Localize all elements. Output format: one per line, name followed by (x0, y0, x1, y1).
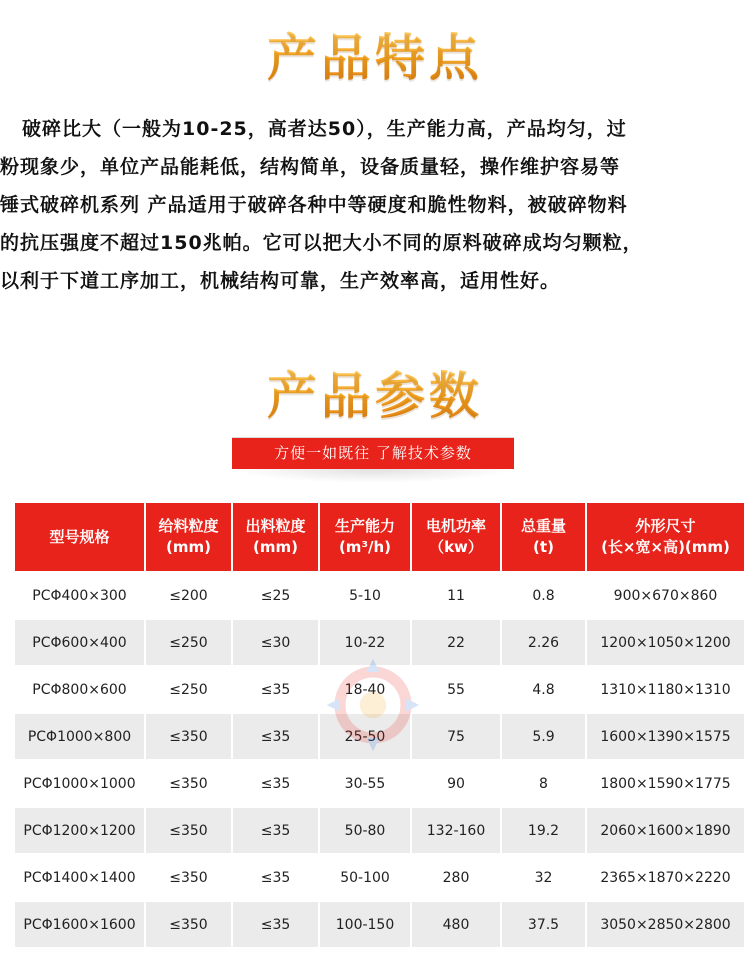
cell-weight: 4.8 (501, 666, 586, 713)
cell-output-size: ≤30 (232, 619, 319, 666)
cell-motor-power: 55 (411, 666, 501, 713)
cell-motor-power: 22 (411, 619, 501, 666)
cell-model: PCΦ400×300 (15, 572, 145, 619)
cell-motor-power: 75 (411, 713, 501, 760)
cell-capacity: 5-10 (319, 572, 411, 619)
table-row (15, 572, 744, 619)
cell-output-size: ≤35 (232, 713, 319, 760)
cell-dimensions: 1800×1590×1775 (586, 760, 744, 807)
cell-weight: 8 (501, 760, 586, 807)
cell-capacity: 50-100 (319, 854, 411, 901)
cell-weight: 0.8 (501, 572, 586, 619)
banner-shadow (232, 469, 514, 483)
cell-output-size: ≤35 (232, 666, 319, 713)
cell-weight: 37.5 (501, 901, 586, 947)
cell-dimensions: 2060×1600×1890 (586, 807, 744, 854)
header-text: 出料粒度 (245, 517, 306, 535)
cell-capacity: 30-55 (319, 760, 411, 807)
cell-dimensions: 2365×1870×2220 (586, 854, 744, 901)
cell-dimensions: 1600×1390×1575 (586, 713, 744, 760)
features-line: 破碎比大（一般为10-25，高者达50），生产能力高，产品均匀，过 (22, 118, 627, 140)
cell-capacity: 25-50 (319, 713, 411, 760)
cell-capacity: 100-150 (319, 901, 411, 947)
cell-feed-size: ≤350 (145, 713, 232, 760)
header-motor-power (411, 503, 501, 572)
header-unit: (t) (533, 538, 554, 556)
cell-weight: 32 (501, 854, 586, 901)
cell-dimensions: 1310×1180×1310 (586, 666, 744, 713)
header-unit: (m³/h) (338, 538, 392, 556)
features-line: 粉现象少，单位产品能耗低，结构简单，设备质量轻，操作维护容易等 (0, 156, 621, 178)
cell-motor-power: 480 (411, 901, 501, 947)
cell-model: PCΦ1600×1600 (15, 901, 145, 947)
table-row (15, 854, 744, 901)
header-unit: (长×宽×高)(mm) (601, 538, 730, 556)
header-model (15, 503, 145, 572)
cell-motor-power: 11 (411, 572, 501, 619)
header-unit: (mm) (166, 538, 211, 556)
cell-weight: 19.2 (501, 807, 586, 854)
cell-motor-power: 132-160 (411, 807, 501, 854)
cell-motor-power: 280 (411, 854, 501, 901)
params-banner: 方便一如既往 了解技术参数 (232, 438, 514, 469)
cell-dimensions: 900×670×860 (586, 572, 744, 619)
cell-weight: 2.26 (501, 619, 586, 666)
cell-dimensions: 3050×2850×2800 (586, 901, 744, 947)
header-text: 总重量 (520, 517, 566, 535)
cell-weight: 5.9 (501, 713, 586, 760)
cell-capacity: 10-22 (319, 619, 411, 666)
header-dimensions (586, 503, 744, 572)
cell-model: PCΦ800×600 (15, 666, 145, 713)
features-description (0, 110, 750, 300)
header-text: 生产能力 (334, 517, 395, 535)
cell-model: PCΦ600×400 (15, 619, 145, 666)
header-text: 外形尺寸 (635, 517, 696, 535)
cell-model: PCΦ1200×1200 (15, 807, 145, 854)
gear-watermark-icon (318, 650, 428, 760)
features-line: 以利于下道工序加工，机械结构可靠，生产效率高，适用性好。 (0, 270, 561, 292)
cell-feed-size: ≤350 (145, 807, 232, 854)
cell-dimensions: 1200×1050×1200 (586, 619, 744, 666)
cell-feed-size: ≤350 (145, 760, 232, 807)
header-unit: (mm) (253, 538, 298, 556)
table-row (15, 901, 744, 947)
header-feed-size (145, 503, 232, 572)
table-row (15, 760, 744, 807)
header-capacity (319, 503, 411, 572)
header-output-size (232, 503, 319, 572)
cell-feed-size: ≤200 (145, 572, 232, 619)
header-text: 电机功率 (425, 517, 486, 535)
cell-capacity: 18-40 (319, 666, 411, 713)
cell-feed-size: ≤350 (145, 854, 232, 901)
cell-output-size: ≤25 (232, 572, 319, 619)
table-row (15, 807, 744, 854)
cell-output-size: ≤35 (232, 854, 319, 901)
cell-output-size: ≤35 (232, 807, 319, 854)
cell-output-size: ≤35 (232, 760, 319, 807)
features-line: 的抗压强度不超过150兆帕。它可以把大小不同的原料破碎成均匀颗粒， (0, 232, 643, 254)
cell-model: PCΦ1400×1400 (15, 854, 145, 901)
header-unit: （kw） (429, 538, 483, 556)
cell-motor-power: 90 (411, 760, 501, 807)
header-text: 型号规格 (49, 527, 110, 546)
cell-capacity: 50-80 (319, 807, 411, 854)
cell-feed-size: ≤250 (145, 666, 232, 713)
table-header-row (15, 503, 744, 572)
header-text: 给料粒度 (158, 517, 219, 535)
header-weight (501, 503, 586, 572)
cell-model: PCΦ1000×1000 (15, 760, 145, 807)
features-title: 产品特点 (0, 18, 750, 90)
cell-feed-size: ≤350 (145, 901, 232, 947)
params-title: 产品参数 (0, 356, 750, 428)
features-line: 锤式破碎机系列 产品适用于破碎各种中等硬度和脆性物料，被破碎物料 (0, 194, 628, 216)
cell-output-size: ≤35 (232, 901, 319, 947)
cell-feed-size: ≤250 (145, 619, 232, 666)
cell-model: PCΦ1000×800 (15, 713, 145, 760)
